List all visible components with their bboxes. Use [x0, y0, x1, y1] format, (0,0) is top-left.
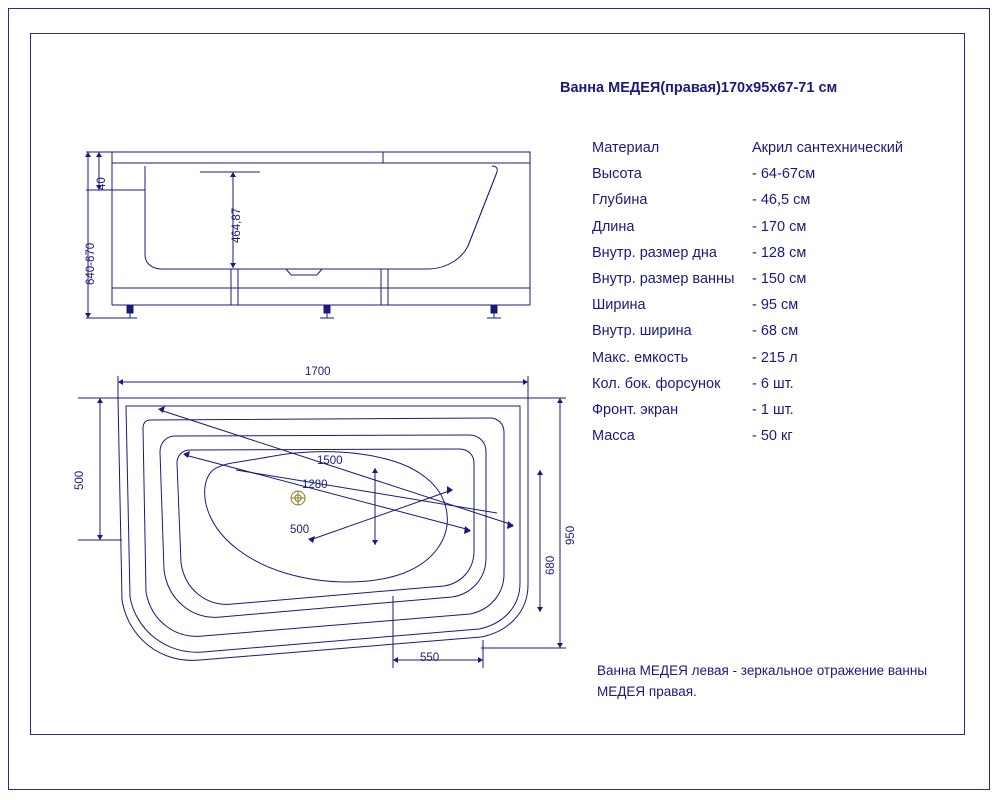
spec-value: - 64-67см [752, 166, 816, 183]
spec-row [592, 245, 972, 271]
spec-label: Макс. емкость [592, 349, 689, 366]
dim-width: 950 [565, 525, 577, 545]
spec-value: - 46,5 см [752, 192, 811, 209]
spec-value: - 1 шт. [752, 401, 794, 418]
spec-label: Внутр. ширина [592, 323, 692, 340]
spec-label: Внутр. размер дна [592, 244, 717, 261]
dim-total-height: 640-670 [85, 242, 97, 285]
footnote: Ванна МЕДЕЯ левая - зеркальное отражение ванны МЕДЕЯ правая. [597, 663, 928, 699]
spec-label: Кол. бок. форсунок [592, 375, 721, 392]
dim-foot-width: 550 [420, 652, 440, 664]
spec-value: - 50 кг [752, 428, 793, 445]
spec-row [592, 323, 972, 349]
plan-view [78, 376, 566, 668]
spec-row [592, 271, 972, 297]
spec-label: Высота [592, 166, 642, 183]
spec-row [592, 376, 972, 402]
spec-value: - 170 см [752, 218, 807, 235]
spec-label: Масса [592, 428, 635, 445]
spec-value: - 215 л [752, 349, 798, 366]
dim-inner-offset: 500 [290, 524, 310, 536]
spec-row [592, 140, 972, 166]
dim-length: 1700 [305, 366, 331, 378]
spec-row [592, 402, 972, 428]
dim-depth: 464,87 [231, 207, 243, 243]
spec-label: Фронт. экран [592, 401, 679, 418]
spec-value: - 6 шт. [752, 375, 794, 392]
spec-value: - 95 см [752, 297, 799, 314]
spec-row [592, 192, 972, 218]
spec-row [592, 219, 972, 245]
spec-value: - 128 см [752, 244, 807, 261]
spec-value: - 68 см [752, 323, 799, 340]
spec-label: Длина [592, 218, 635, 235]
dim-bottom-length: 1280 [302, 479, 328, 491]
page-title: Ванна МЕДЕЯ(правая)170х95х67-71 см [560, 80, 838, 96]
dim-inner-length: 1500 [317, 455, 343, 467]
spec-label: Глубина [592, 192, 648, 209]
spec-value: Акрил сантехнический [752, 140, 903, 156]
elevation-view [85, 152, 530, 318]
specification-table [592, 140, 972, 454]
spec-row [592, 297, 972, 323]
spec-row [592, 350, 972, 376]
spec-row [592, 166, 972, 192]
legs [123, 305, 501, 318]
dim-left-width: 500 [74, 470, 86, 490]
spec-label: Ширина [592, 297, 646, 314]
spec-value: - 150 см [752, 270, 807, 287]
dim-inner-width: 680 [545, 555, 557, 575]
spec-label: Внутр. размер ванны [592, 270, 735, 287]
spec-label: Материал [592, 140, 660, 156]
dim-rim-height: 40 [96, 177, 108, 190]
spec-row [592, 428, 972, 454]
